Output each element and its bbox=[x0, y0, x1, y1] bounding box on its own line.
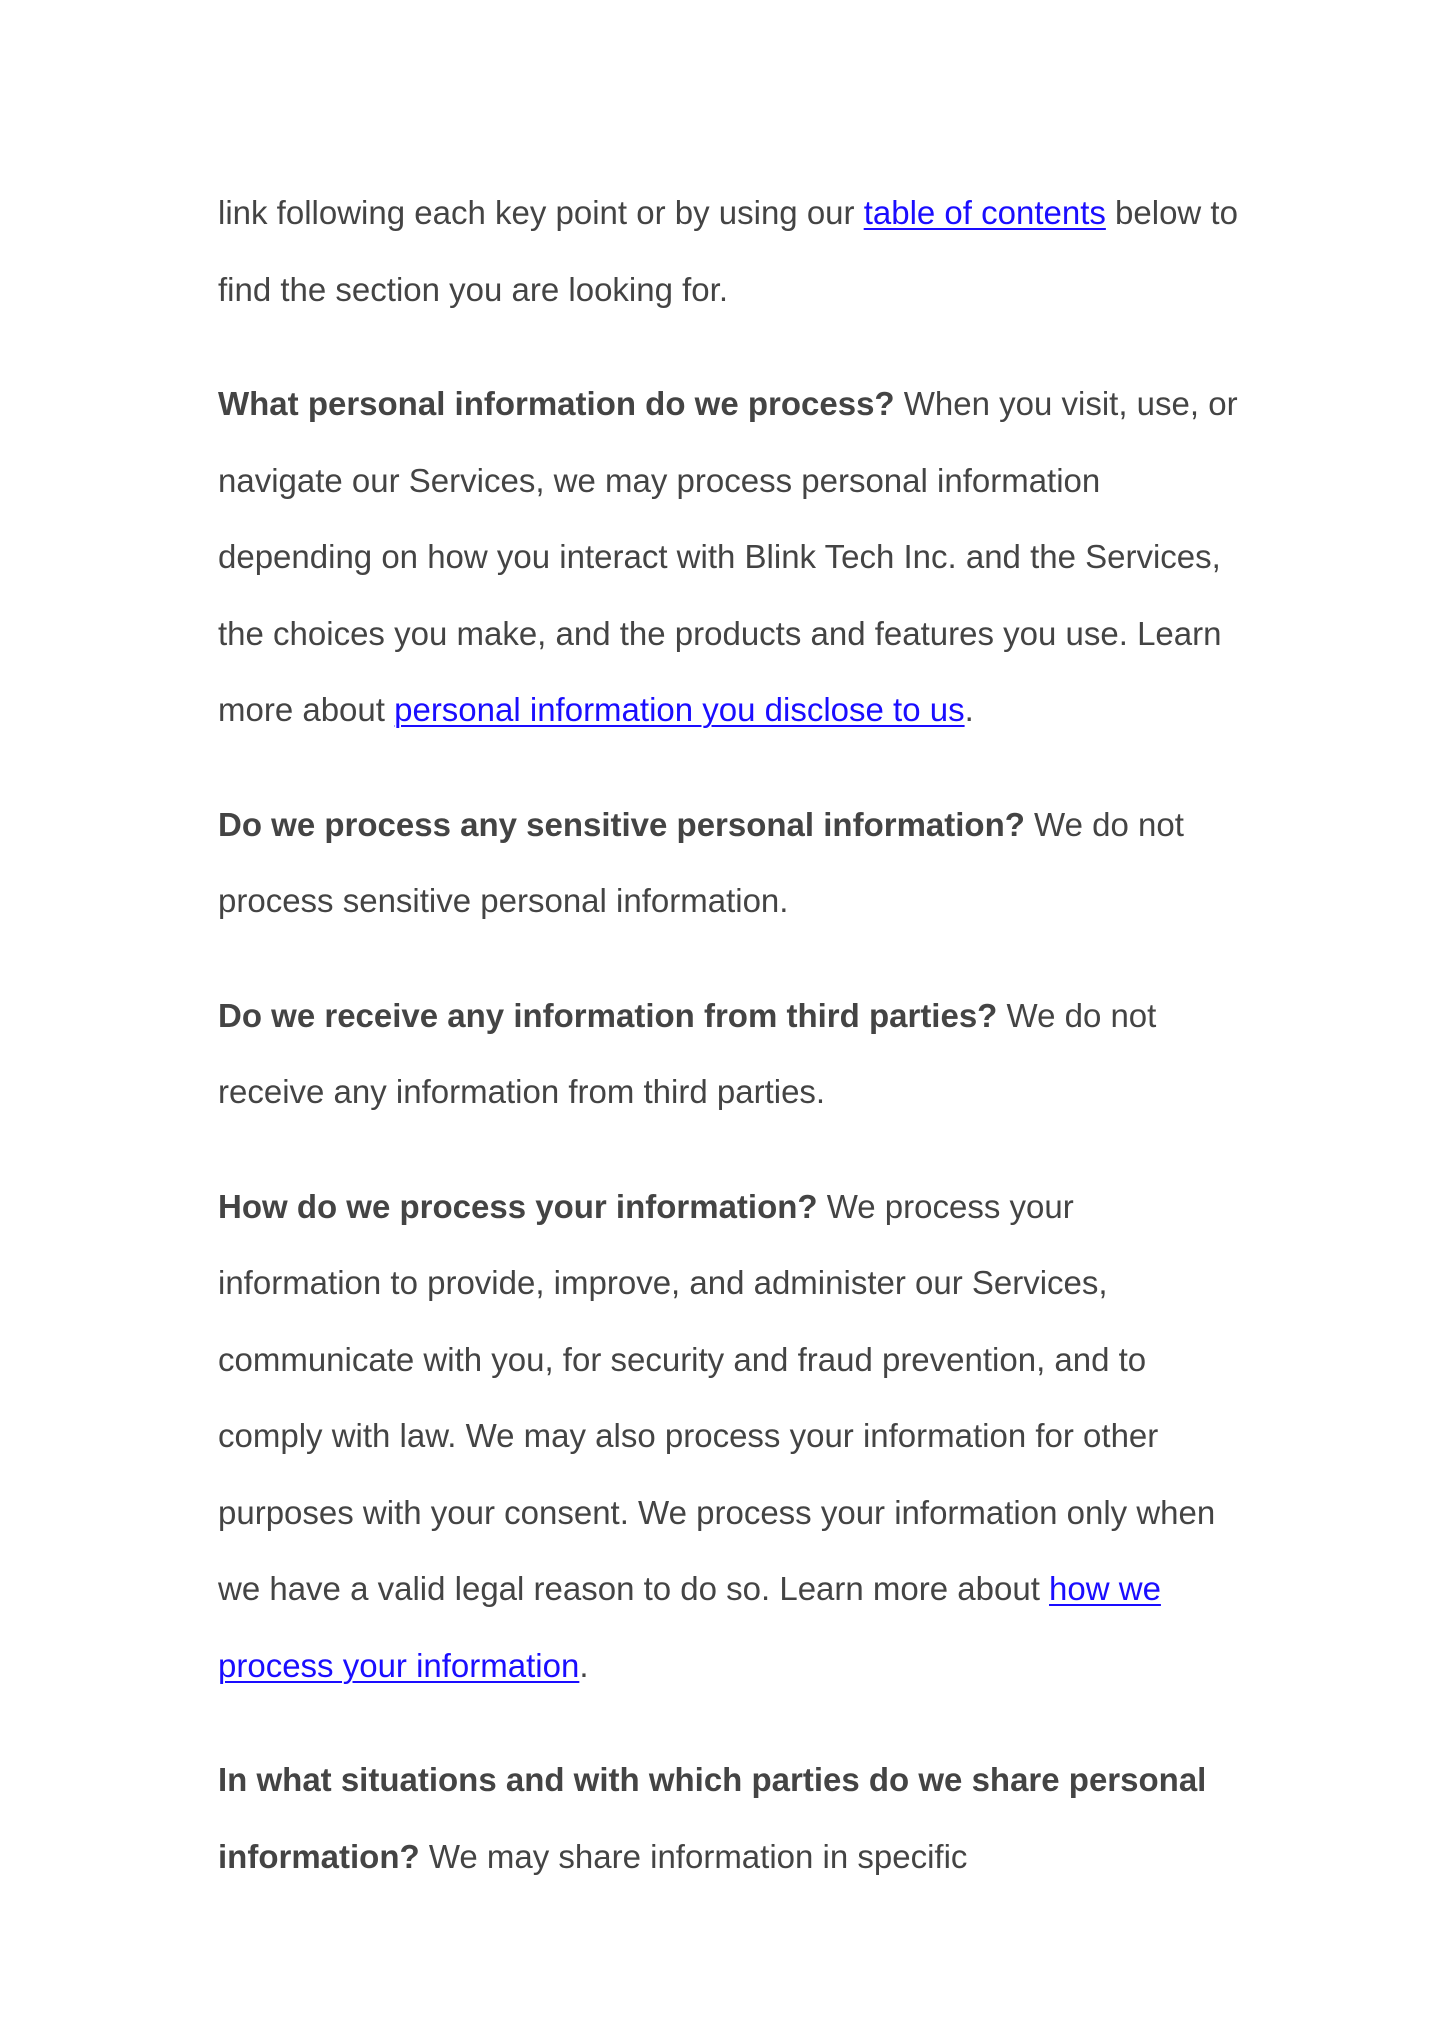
question-third-parties: Do we receive any information from third parties? bbox=[218, 996, 998, 1034]
answer-process-information-end: . bbox=[579, 1646, 589, 1684]
intro-text: link following each key point or by using our bbox=[218, 194, 864, 231]
personal-information-disclose-link[interactable]: personal information you disclose to us bbox=[394, 691, 965, 728]
answer-share-information: We may share information in specific bbox=[419, 1837, 968, 1875]
question-process-information: How do we process your information? bbox=[218, 1187, 818, 1225]
paragraph-third-parties bbox=[218, 978, 1238, 1131]
question-personal-information: What personal information do we process? bbox=[218, 385, 895, 422]
paragraph-sensitive-information bbox=[218, 787, 1238, 940]
table-of-contents-link[interactable]: table of contents bbox=[863, 194, 1106, 231]
answer-personal-information-end: . bbox=[964, 691, 974, 728]
how-we-process-link[interactable]: how we process your information bbox=[218, 1570, 1161, 1684]
answer-process-information: We process your information to provide, improve, and administer our Services, communicate with you, for security and fraud prevention, and to comply with law. We may also process your information for other purposes with your consent. We process your information only when we have a valid legal reason to do so. Learn more about bbox=[218, 1187, 1216, 1607]
intro-text-end: below to find the section you are looking for. bbox=[218, 194, 1238, 308]
paragraph-intro bbox=[218, 175, 1238, 328]
paragraph-share-information bbox=[218, 1742, 1238, 1895]
paragraph-process-information bbox=[218, 1169, 1238, 1705]
question-sensitive-information: Do we process any sensitive personal information? bbox=[218, 805, 1025, 843]
paragraph-personal-information bbox=[218, 366, 1238, 749]
answer-personal-information: When you visit, use, or navigate our Services, we may process personal information depending on how you interact with Blink Tech Inc. and the Services, the choices you make, and the products and features you use. Learn more about bbox=[218, 385, 1238, 728]
answer-sensitive-information: We do not process sensitive personal information. bbox=[218, 805, 1184, 919]
question-share-information: In what situations and with which parties do we share personal information? bbox=[218, 1761, 1207, 1875]
document-body bbox=[218, 175, 1238, 1933]
answer-third-parties: We do not receive any information from third parties. bbox=[218, 996, 1157, 1110]
